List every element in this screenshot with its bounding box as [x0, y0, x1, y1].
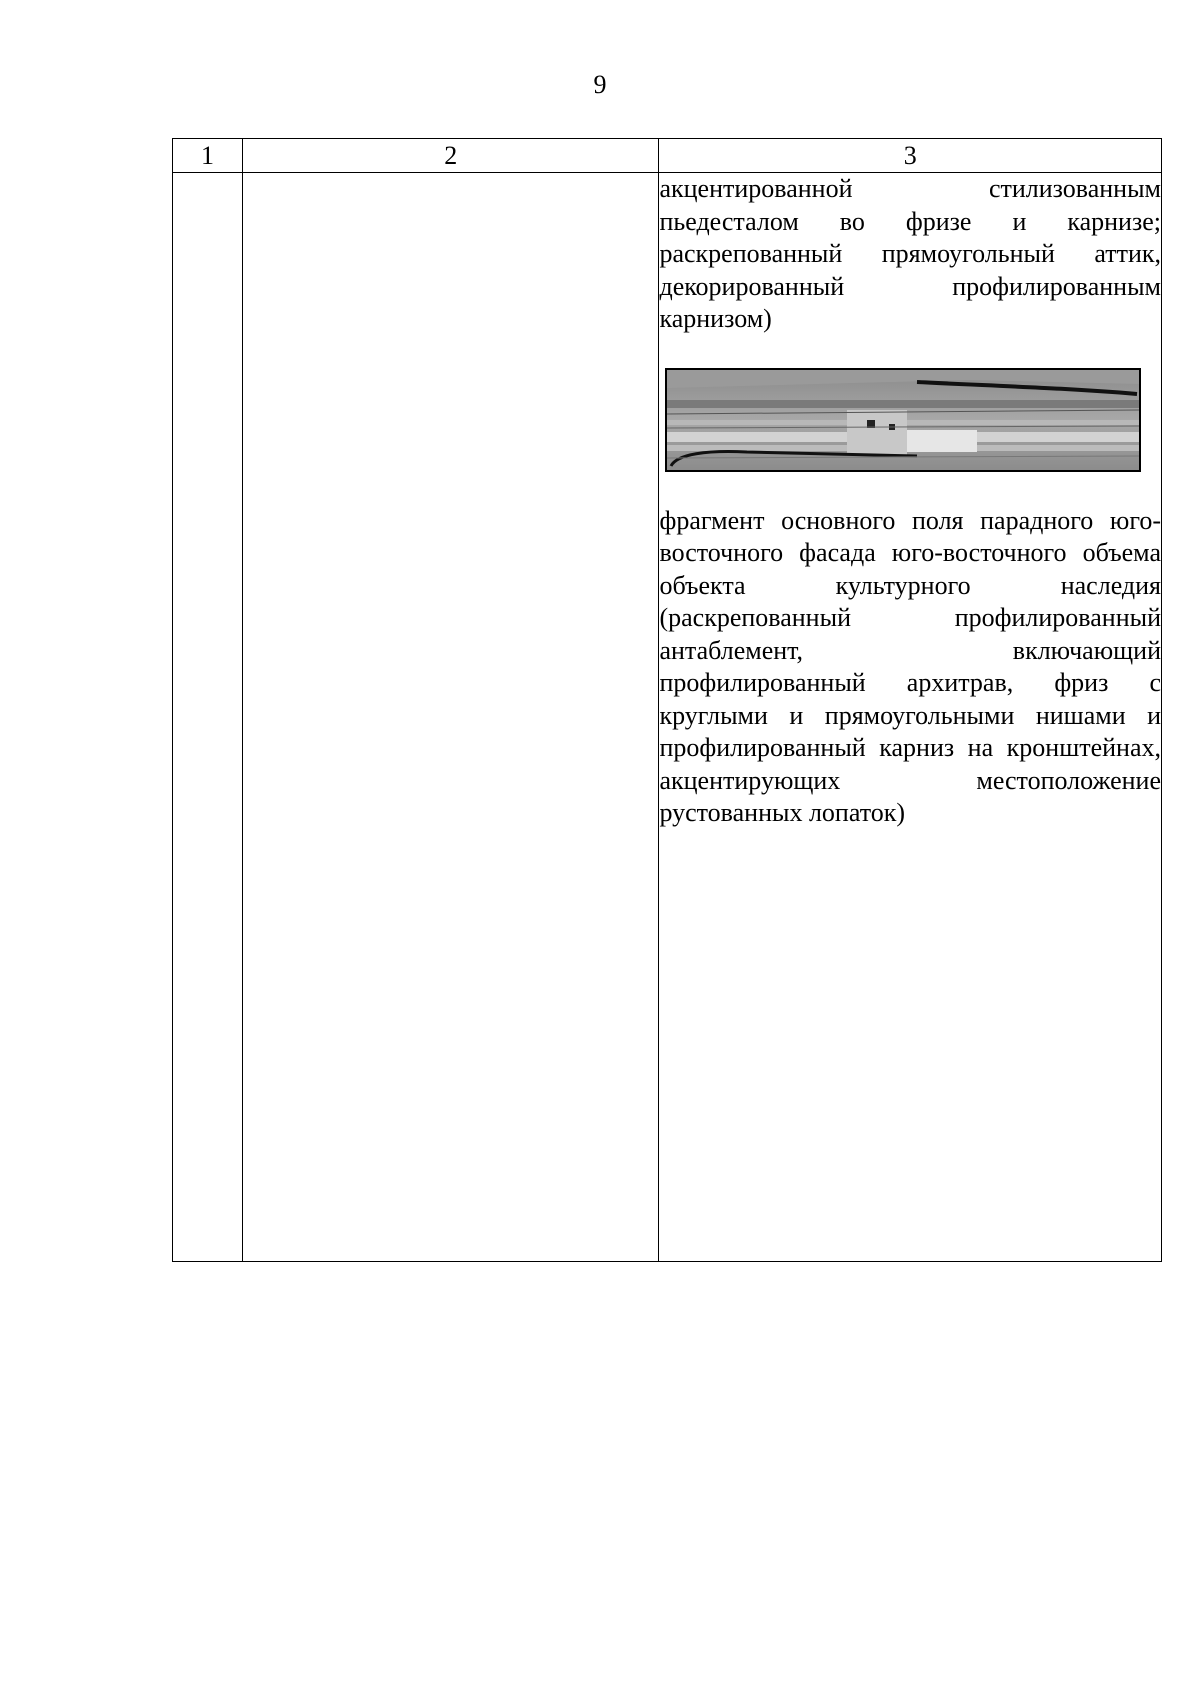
- column-header-1: 1: [173, 139, 243, 173]
- column-header-2: 2: [243, 139, 659, 173]
- cell-col1: [173, 173, 243, 1262]
- description-text-top: акцентированной стилизованным пьедесталом во фризе и карнизе; раскрепованный прямоугольный аттик, декорированный профилированным карнизом): [659, 174, 1161, 333]
- cell-col3: [659, 173, 1162, 1262]
- table-row: [173, 173, 1162, 1262]
- page-number: 9: [593, 70, 607, 99]
- table-header-row: [173, 139, 1162, 173]
- document-table: [172, 138, 1162, 1262]
- cell-col2: [243, 173, 659, 1262]
- column-header-3: 3: [659, 139, 1162, 173]
- facade-fragment-photo: [665, 368, 1141, 472]
- description-text-bottom: фрагмент основного поля парадного юго-восточного фасада юго-восточного объема объекта культурного наследия (раскрепованный профилированный антаблемент, включающий профилированный архитрав, фриз с круглыми и прямоугольными нишами и профилированный карниз на кронштейнах, акцентирующих местоположение рустованных лопаток): [659, 505, 1161, 827]
